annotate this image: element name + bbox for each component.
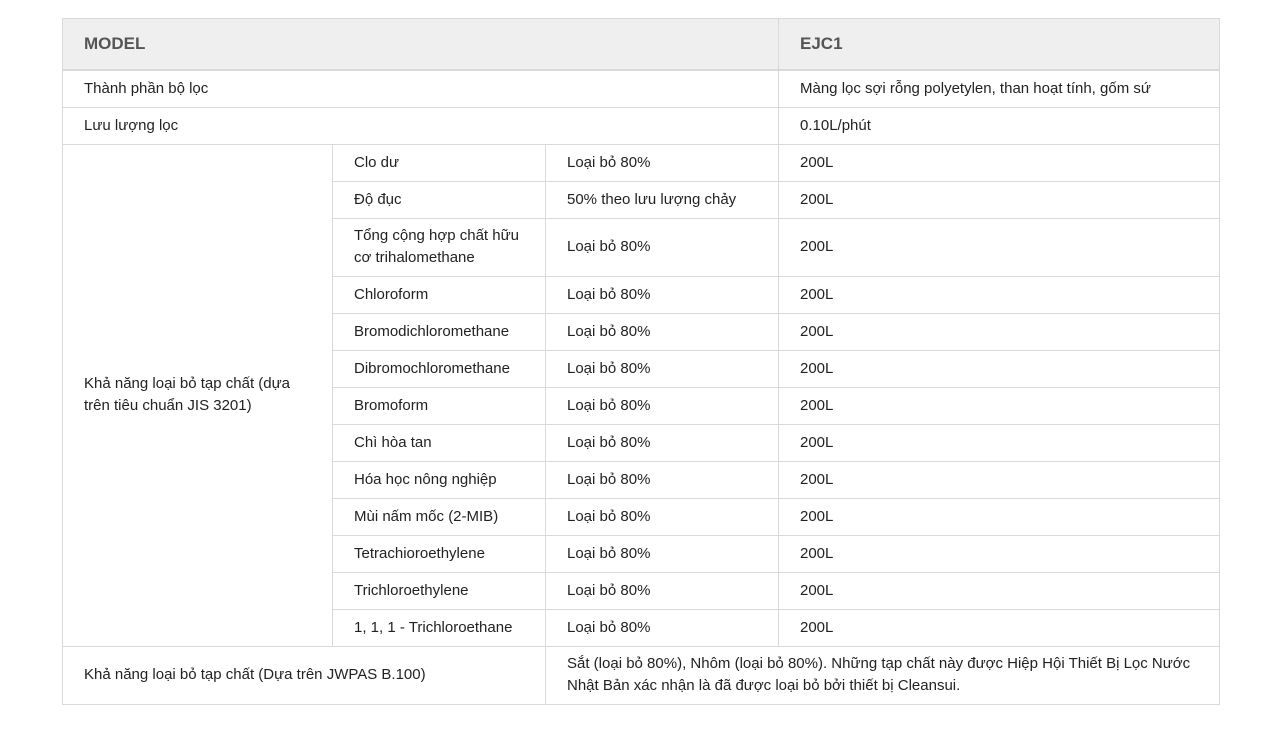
rate-cell: Loại bỏ 80%	[546, 350, 779, 387]
rate-cell: Loại bỏ 80%	[546, 609, 779, 646]
substance-cell: Bromoform	[333, 387, 546, 424]
model-value-header: EJC1	[779, 19, 1220, 71]
capacity-cell: 200L	[779, 424, 1220, 461]
rate-cell: Loại bỏ 80%	[546, 461, 779, 498]
capacity-cell: 200L	[779, 535, 1220, 572]
removal-jwpas-label: Khả năng loại bỏ tạp chất (Dựa trên JWPAS B.100)	[63, 646, 546, 704]
capacity-cell: 200L	[779, 276, 1220, 313]
rate-cell: Loại bỏ 80%	[546, 498, 779, 535]
substance-cell: Dibromochloromethane	[333, 350, 546, 387]
substance-cell: 1, 1, 1 - Trichloroethane	[333, 609, 546, 646]
substance-cell: Trichloroethylene	[333, 572, 546, 609]
substance-cell: Clo dư	[333, 144, 546, 181]
table-row	[63, 70, 1220, 107]
table-row	[63, 144, 1220, 181]
capacity-cell: 200L	[779, 387, 1220, 424]
rate-cell: Loại bỏ 80%	[546, 572, 779, 609]
filter-components-value: Màng lọc sợi rỗng polyetylen, than hoạt tính, gốm sứ	[779, 70, 1220, 107]
rate-cell: Loại bỏ 80%	[546, 313, 779, 350]
capacity-cell: 200L	[779, 609, 1220, 646]
substance-cell: Tetrachioroethylene	[333, 535, 546, 572]
model-header: MODEL	[63, 19, 779, 71]
substance-cell: Bromodichloromethane	[333, 313, 546, 350]
capacity-cell: 200L	[779, 181, 1220, 218]
capacity-cell: 200L	[779, 313, 1220, 350]
spec-table	[62, 18, 1220, 705]
rate-cell: Loại bỏ 80%	[546, 144, 779, 181]
capacity-cell: 200L	[779, 144, 1220, 181]
rate-cell: 50% theo lưu lượng chảy	[546, 181, 779, 218]
substance-cell: Mùi nấm mốc (2-MIB)	[333, 498, 546, 535]
capacity-cell: 200L	[779, 498, 1220, 535]
filter-components-label: Thành phần bộ lọc	[63, 70, 779, 107]
substance-cell: Hóa học nông nghiệp	[333, 461, 546, 498]
flow-rate-label: Lưu lượng lọc	[63, 107, 779, 144]
substance-cell: Chì hòa tan	[333, 424, 546, 461]
substance-cell: Độ đục	[333, 181, 546, 218]
table-row	[63, 107, 1220, 144]
capacity-cell: 200L	[779, 572, 1220, 609]
removal-jis-label: Khả năng loại bỏ tạp chất (dựa trên tiêu chuẩn JIS 3201)	[63, 144, 333, 646]
rate-cell: Loại bỏ 80%	[546, 218, 779, 276]
substance-cell: Tổng cộng hợp chất hữu cơ trihalomethane	[333, 218, 546, 276]
table-header-row	[63, 19, 1220, 71]
rate-cell: Loại bỏ 80%	[546, 424, 779, 461]
capacity-cell: 200L	[779, 461, 1220, 498]
rate-cell: Loại bỏ 80%	[546, 535, 779, 572]
flow-rate-value: 0.10L/phút	[779, 107, 1220, 144]
table-row	[63, 646, 1220, 704]
rate-cell: Loại bỏ 80%	[546, 387, 779, 424]
capacity-cell: 200L	[779, 350, 1220, 387]
removal-jwpas-value: Sắt (loại bỏ 80%), Nhôm (loại bỏ 80%). Những tạp chất này được Hiệp Hội Thiết Bị Lọc Nước Nhật Bản xác nhận là đã được loại bỏ bởi thiết bị Cleansui.	[546, 646, 1220, 704]
rate-cell: Loại bỏ 80%	[546, 276, 779, 313]
substance-cell: Chloroform	[333, 276, 546, 313]
capacity-cell: 200L	[779, 218, 1220, 276]
